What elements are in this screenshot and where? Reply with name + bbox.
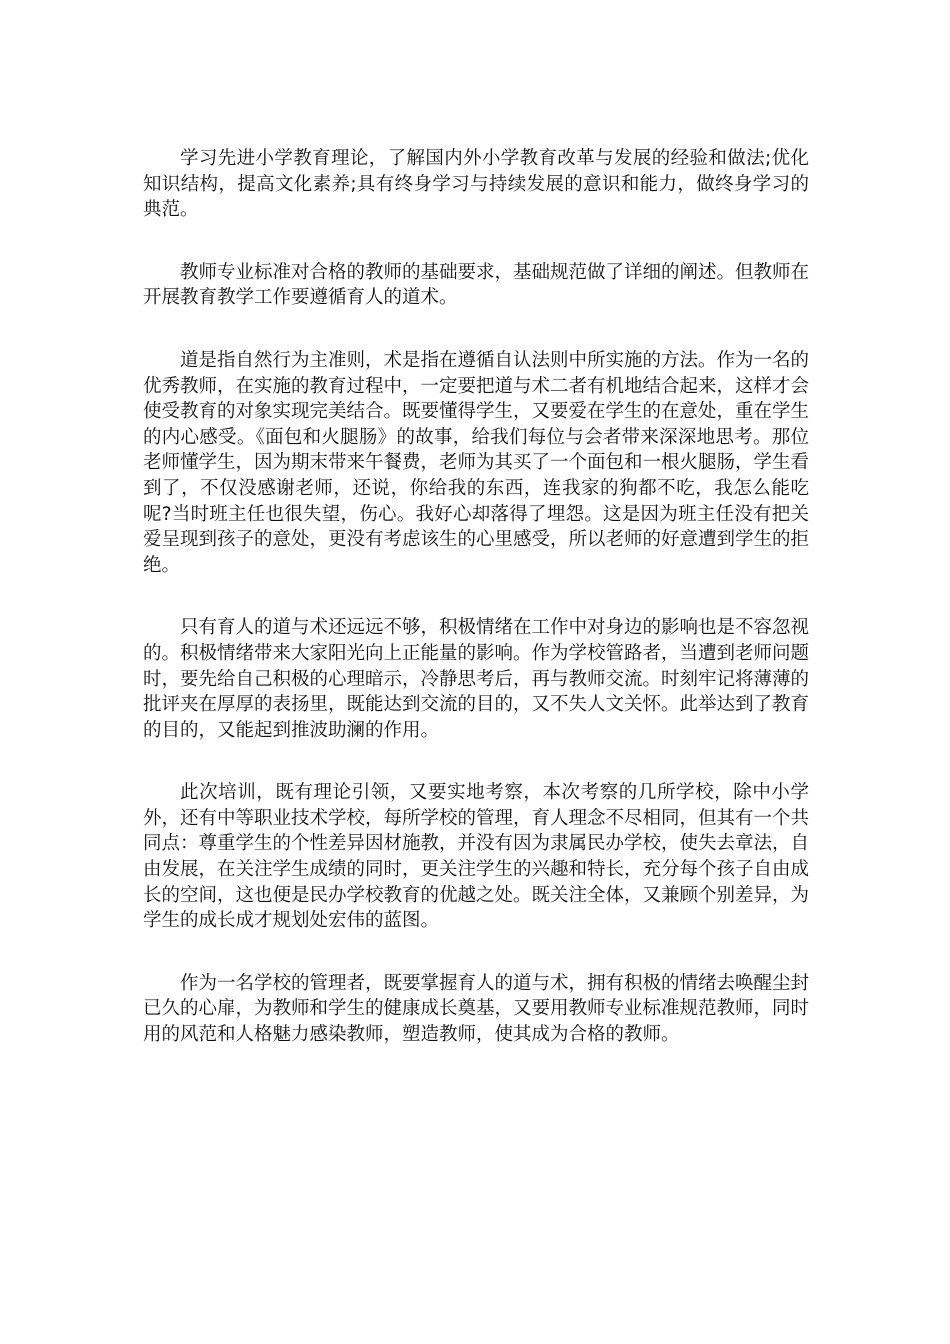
paragraph-1: 学习先进小学教育理论，了解国内外小学教育改革与发展的经验和做法;优化知识结构，提高文化素养;具有终身学习与持续发展的意识和能力，做终身学习的典范。 <box>143 148 809 221</box>
document-body <box>143 146 809 1085</box>
paragraph-2: 教师专业标准对合格的教师的基础要求，基础规范做了详细的阐述。但教师在开展教育教学工作要遵循育人的道术。 <box>143 261 810 309</box>
paragraph-3: 道是指自然行为主准则，术是指在遵循自认法则中所实施的方法。作为一名的优秀教师，在实施的教育过程中，一定要把道与术二者有机地结合起来，这样才会使受教育的对象实现完美结合。既要懂得学生，又要爱在学生的在意处，重在学生的内心感受。《面包和火腿肠》的故事，给我们每位与会者带来深深地思考。那位老师懂学生，因为期末带来午餐费，老师为其买了一个面包和一根火腿肠，学生看到了，不仅没感谢老师，还说，你给我的东西，连我家的狗都不吃，我怎么能吃呢?当时班主任也很失望，伤心。我好心却落得了埋怨。这是因为班主任没有把关爱呈现到孩子的意处，更没有考虑该生的心里感受，所以老师的好意遭到学生的拒绝。 <box>143 349 810 576</box>
paragraph-6: 作为一名学校的管理者，既要掌握育人的道与术，拥有积极的情绪去唤醒尘封已久的心扉，为教师和学生的健康成长奠基，又要用教师专业标准规范教师，同时用的风范和人格魅力感染教师，塑造教师，使其成为合格的教师。 <box>143 972 810 1046</box>
paragraph-4: 只有育人的道与术还远远不够，积极情绪在工作中对身边的影响也是不容忽视的。积极情绪带来大家阳光向上正能量的影响。作为学校管路者，当遭到老师问题时，要先给自己积极的心理暗示，冷静思考后，再与教师交流。时刻牢记将薄薄的批评夹在厚厚的表扬里，既能达到交流的目的，又不失人文关怀。此举达到了教育的目的，又能起到推波助澜的作用。 <box>143 617 810 741</box>
paragraph-5: 此次培训，既有理论引领，又要实地考察，本次考察的几所学校，除中小学外，还有中等职业技术学校，每所学校的管理，育人理念不尽相同，但其有一个共同点：尊重学生的个性差异因材施教，并没有因为隶属民办学校，使失去章法，自由发展，在关注学生成绩的同时，更关注学生的兴趣和特长，充分每个孩子自由成长的空间，这也便是民办学校教育的优越之处。既关注全体，又兼顾个别差异，为学生的成长成才规划处宏伟的蓝图。 <box>143 782 810 932</box>
